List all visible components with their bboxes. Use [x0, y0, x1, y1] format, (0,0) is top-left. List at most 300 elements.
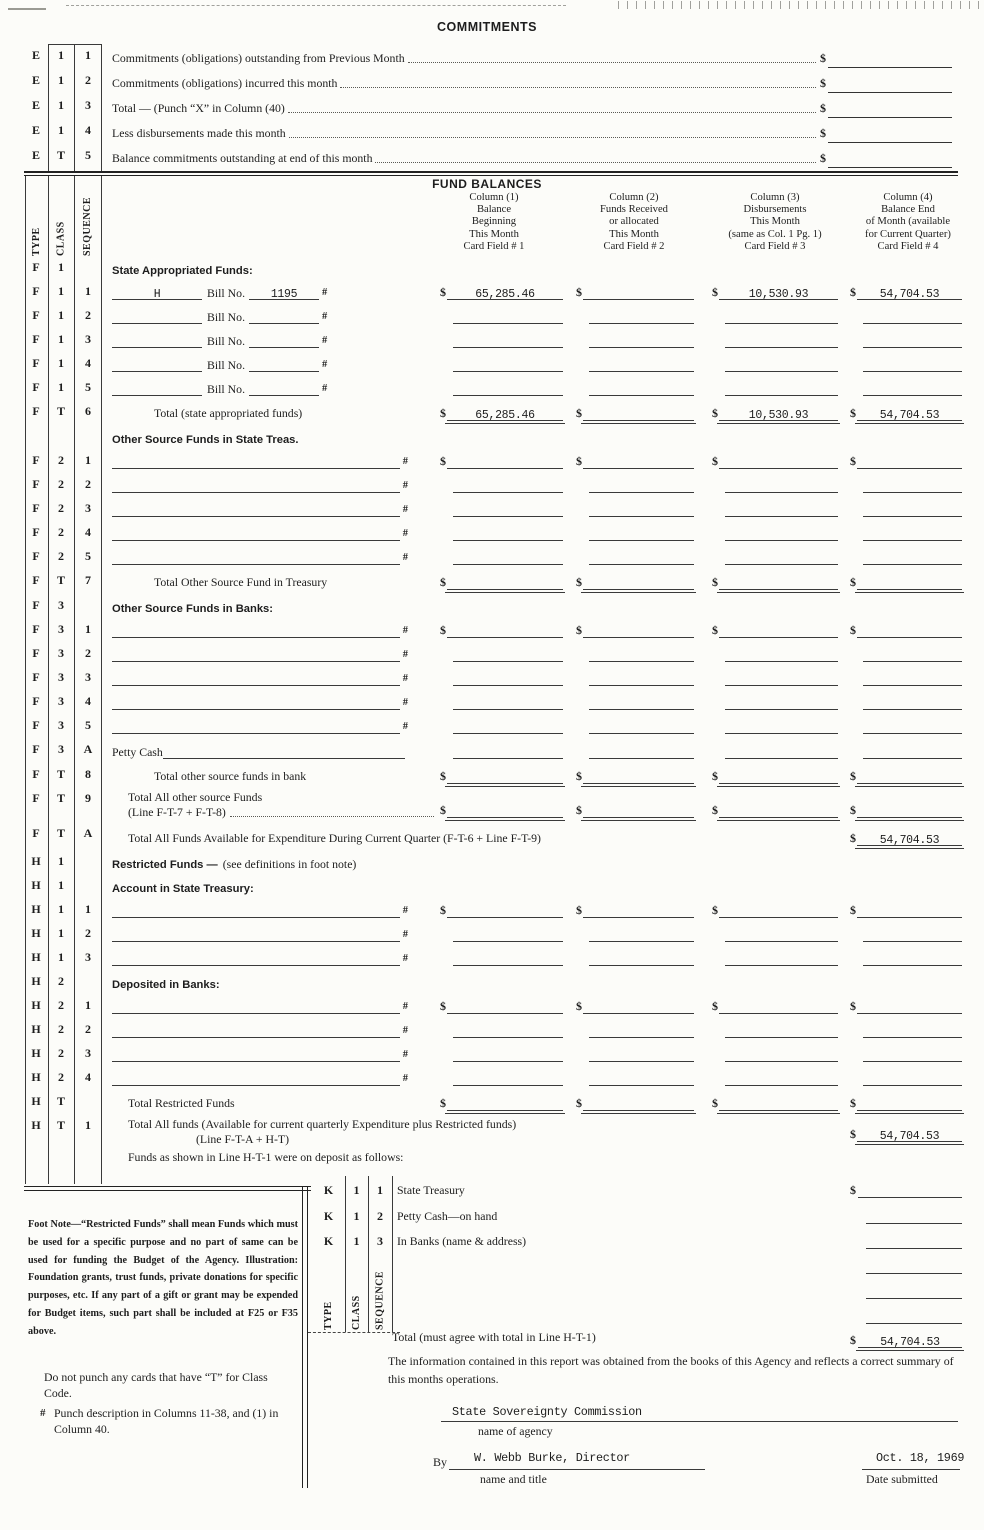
fill-line — [112, 335, 202, 348]
sequence-code: 1 — [85, 1118, 91, 1132]
type-code: F — [32, 477, 40, 491]
fund-balances-title: FUND BALANCES — [432, 177, 542, 191]
amount-line — [719, 904, 838, 918]
row-label: Funds as shown in Line H-T-1 were on deposit as follows: — [128, 1150, 404, 1164]
sequence-code — [76, 594, 100, 618]
section-heading: State Appropriated Funds: — [112, 265, 253, 277]
amount-cell — [440, 328, 563, 352]
class-code: 1 — [58, 123, 64, 137]
agency-name-line — [441, 1421, 958, 1422]
fund-row — [0, 304, 984, 328]
axis-label-text: SEQUENCE — [374, 1270, 386, 1330]
dollar-sign: $ — [850, 769, 856, 783]
axis-label-text: CLASS — [55, 221, 67, 256]
fill-line — [112, 1025, 400, 1038]
amount-cell — [850, 1066, 962, 1090]
sequence-code: 4 — [85, 694, 91, 708]
type-code: F — [32, 622, 40, 636]
commitments-title: COMMITMENTS — [437, 20, 537, 34]
fund-row — [0, 594, 984, 618]
amount-cell — [850, 497, 962, 521]
amount-line — [447, 624, 563, 638]
sequence-code: 3 — [85, 950, 91, 964]
amount-cell — [850, 898, 962, 922]
amount-cell — [820, 93, 952, 118]
class-code: 1 — [58, 854, 64, 868]
k-total-label: Total (must agree with total in Line H-T-1) — [392, 1330, 596, 1344]
class-code: 1 — [58, 902, 64, 916]
sequence-code: 1 — [85, 453, 91, 467]
commitment-row — [0, 143, 984, 168]
column-header-line: Balance — [476, 204, 512, 216]
amount-cell — [440, 946, 563, 970]
typed-amount: 65,285.46 — [475, 409, 535, 422]
sequence-code: 1 — [377, 1183, 383, 1197]
dollar-sign: $ — [576, 285, 582, 299]
amount-line — [857, 1128, 962, 1142]
axis-label-class — [48, 206, 74, 256]
hash-mark: # — [402, 625, 408, 636]
class-code: 1 — [58, 878, 64, 892]
fill-line — [112, 456, 400, 469]
amount-cell — [440, 545, 563, 569]
axis-label-text: TYPE — [323, 1301, 334, 1330]
type-code: H — [31, 1046, 41, 1060]
class-code: T — [56, 791, 65, 805]
row-description — [112, 497, 408, 521]
amount-line — [453, 551, 563, 565]
amount-cell — [712, 822, 838, 850]
amount-line — [447, 576, 563, 590]
commitment-row — [0, 118, 984, 143]
class-code: 2 — [58, 501, 64, 515]
fund-row — [0, 497, 984, 521]
amount-cell — [440, 922, 563, 946]
bill-no-label: Bill No. — [207, 334, 246, 348]
certification-text: The information contained in this report was obtained from the books of this Agency and reflects a correct summary of this months operations. — [388, 1354, 954, 1386]
hash-marker: # — [40, 1407, 46, 1419]
row-description — [112, 280, 348, 304]
signer-caption: name and title — [480, 1472, 547, 1486]
amount-line — [583, 804, 694, 818]
sequence-code: 4 — [85, 525, 91, 539]
amount-line — [725, 1024, 838, 1038]
amount-cell — [576, 1042, 694, 1066]
amount-line — [857, 624, 962, 638]
fund-row — [0, 256, 984, 280]
column-header-line: Funds Received — [600, 204, 668, 216]
type-code: F — [32, 501, 40, 515]
row-description — [112, 922, 408, 946]
amount-cell — [850, 1018, 962, 1042]
axis-label-text: CLASS — [351, 1295, 362, 1330]
amount-line — [583, 1000, 694, 1014]
row-description — [112, 521, 408, 545]
type-code: F — [32, 791, 40, 805]
fund-row — [0, 642, 984, 666]
amount-line — [866, 1323, 962, 1324]
by-label: By — [433, 1455, 448, 1469]
axis-label-text: SEQUENCE — [82, 196, 93, 256]
amount-cell — [576, 280, 694, 304]
dollar-sign: $ — [712, 999, 718, 1013]
amount-line — [453, 334, 563, 348]
typed-amount: 54,704.53 — [879, 409, 940, 422]
class-code: 2 — [58, 974, 64, 988]
dollar-sign: $ — [576, 903, 582, 917]
type-code: F — [32, 718, 40, 732]
class-code: 1 — [58, 950, 64, 964]
amount-line — [858, 1197, 962, 1198]
row-description — [112, 618, 408, 642]
fill-line — [249, 335, 319, 348]
dollar-sign: $ — [576, 769, 582, 783]
amount-line — [863, 382, 962, 396]
dollar-sign: $ — [440, 803, 446, 817]
amount-cell — [850, 738, 962, 763]
amount-line — [583, 770, 694, 784]
amount-cell — [576, 569, 694, 594]
typed-amount: 54,704.53 — [879, 1130, 940, 1143]
hash-mark: # — [402, 929, 408, 940]
date-typed: Oct. 18, 1969 — [876, 1451, 965, 1465]
type-code: H — [31, 926, 41, 940]
row-description — [112, 545, 408, 569]
hash-mark: # — [402, 649, 408, 660]
dollar-sign: $ — [850, 1127, 856, 1141]
amount-cell — [576, 994, 694, 1018]
amount-cell — [576, 898, 694, 922]
sequence-code: 1 — [85, 284, 91, 298]
dollar-sign: $ — [576, 999, 582, 1013]
row-description — [112, 1090, 438, 1115]
fund-row — [0, 1090, 984, 1115]
amount-line — [589, 358, 694, 372]
fund-row — [0, 1066, 984, 1090]
amount-cell — [576, 946, 694, 970]
fund-row — [0, 1115, 984, 1149]
punch-note-2-text: Punch description in Columns 11-38, and (1) in Column 40. — [54, 1406, 279, 1436]
amount-cell — [440, 1066, 563, 1090]
amount-cell — [440, 642, 563, 666]
axis-label-text: TYPE — [31, 227, 42, 256]
amount-line — [589, 745, 694, 759]
fund-row — [0, 473, 984, 497]
amount-line — [453, 1072, 563, 1086]
row-description — [112, 1042, 408, 1066]
dollar-sign: $ — [576, 623, 582, 637]
amount-line — [863, 745, 962, 759]
type-code: F — [32, 767, 40, 781]
amount-line — [857, 904, 962, 918]
amount-line — [453, 382, 563, 396]
amount-cell — [576, 521, 694, 545]
amount-line — [725, 503, 838, 517]
amount-line — [453, 310, 563, 324]
section-divider-rule — [24, 171, 958, 176]
fund-row — [0, 970, 984, 994]
amount-cell — [850, 376, 962, 400]
amount-line — [589, 928, 694, 942]
fill-line — [249, 359, 319, 372]
sequence-code: 3 — [85, 1046, 91, 1060]
fill-line — [112, 697, 400, 710]
amount-cell — [440, 822, 563, 850]
amount-cell — [850, 1202, 962, 1224]
amount-cell — [440, 1018, 563, 1042]
dollar-sign: $ — [820, 51, 826, 65]
type-code: F — [32, 598, 40, 612]
fund-row — [0, 690, 984, 714]
amount-line — [719, 1097, 838, 1111]
column-header-line: Column (3) — [750, 192, 800, 203]
row-label: Petty Cash—on hand — [397, 1209, 498, 1223]
typed-amount: 10,530.93 — [748, 288, 809, 301]
row-label-text: (Line F-T-A + H-T) — [196, 1132, 290, 1146]
column-header-line: Card Field # 4 — [877, 240, 939, 252]
amount-cell — [712, 788, 838, 822]
type-code: K — [323, 1183, 334, 1197]
amount-line — [719, 804, 838, 818]
amount-line — [866, 1223, 962, 1224]
amount-line — [453, 928, 563, 942]
hash-mark: # — [402, 697, 408, 708]
amount-cell — [850, 1090, 962, 1115]
column-header — [700, 192, 850, 253]
amount-line — [725, 672, 838, 686]
amount-cell — [440, 666, 563, 690]
dollar-sign: $ — [440, 903, 446, 917]
amount-line — [447, 770, 563, 784]
amount-cell — [576, 1115, 694, 1149]
amount-line — [863, 1048, 962, 1062]
amount-line — [589, 720, 694, 734]
column-header-line: This Month — [609, 228, 659, 240]
amount-cell — [712, 618, 838, 642]
amount-line — [447, 1097, 563, 1111]
section-heading: Account in State Treasury: — [112, 883, 254, 895]
amount-line — [857, 1097, 962, 1111]
amount-cell — [576, 1066, 694, 1090]
dollar-sign: $ — [850, 406, 856, 420]
amount-line — [863, 358, 962, 372]
amount-line — [589, 310, 694, 324]
column-header-line: for Current Quarter) — [865, 228, 951, 240]
amount-line — [453, 952, 563, 966]
amount-cell — [576, 304, 694, 328]
amount-cell — [850, 569, 962, 594]
dotted-leader — [408, 62, 816, 63]
amount-cell — [440, 618, 563, 642]
column-header-line: Column (1) — [469, 192, 519, 203]
hash-mark: # — [402, 552, 408, 563]
class-code: 1 — [58, 73, 64, 87]
amount-cell — [440, 690, 563, 714]
amount-cell — [712, 1066, 838, 1090]
amount-cell — [850, 1252, 962, 1274]
fund-row — [0, 666, 984, 690]
fill-line — [112, 383, 202, 396]
fund-row — [0, 425, 984, 449]
class-code: T — [56, 767, 65, 781]
class-code: 2 — [58, 549, 64, 563]
typed-amount: 65,285.46 — [475, 288, 535, 301]
sequence-code: A — [83, 826, 93, 840]
amount-cell — [850, 521, 962, 545]
dollar-sign: $ — [440, 454, 446, 468]
amount-cell — [850, 1277, 962, 1299]
sequence-code: 2 — [85, 926, 91, 940]
amount-line — [453, 503, 563, 517]
amount-line — [857, 804, 962, 818]
fill-line — [112, 504, 400, 517]
column-header-line: Card Field # 2 — [603, 240, 665, 252]
amount-line — [447, 407, 563, 421]
dotted-leader — [289, 137, 816, 138]
axis-label-class — [345, 1280, 368, 1330]
amount-cell — [712, 400, 838, 425]
type-code: H — [31, 1094, 41, 1108]
fill-line — [112, 673, 400, 686]
amount-line — [725, 648, 838, 662]
commitment-text — [112, 68, 818, 93]
amount-line — [725, 952, 838, 966]
hash-mark: # — [322, 311, 328, 322]
class-code: 2 — [58, 1022, 64, 1036]
hash-mark: # — [402, 1073, 408, 1084]
amount-cell — [850, 1176, 962, 1198]
row-label-text: (Line F-T-7 + F-T-8) — [128, 805, 226, 819]
sequence-code: 2 — [85, 73, 91, 87]
sequence-code — [76, 256, 100, 280]
sequence-code: 5 — [85, 549, 91, 563]
amount-line — [725, 310, 838, 324]
fund-row — [0, 280, 984, 304]
sequence-code: 4 — [85, 1070, 91, 1084]
fund-row — [0, 328, 984, 352]
amount-cell — [850, 1115, 962, 1149]
amount-line — [589, 1048, 694, 1062]
amount-line — [589, 382, 694, 396]
amount-cell — [576, 690, 694, 714]
column-header-line: Balance End — [881, 204, 935, 216]
fill-line — [249, 286, 319, 300]
hash-mark: # — [402, 1025, 408, 1036]
amount-cell — [576, 473, 694, 497]
amount-line — [863, 952, 962, 966]
class-code: 2 — [58, 477, 64, 491]
hash-mark: # — [402, 456, 408, 467]
amount-cell — [850, 642, 962, 666]
amount-line — [589, 479, 694, 493]
amount-line — [858, 1334, 962, 1348]
row-description — [112, 400, 438, 425]
sequence-code: 3 — [85, 332, 91, 346]
punch-note-2 — [40, 1406, 300, 1437]
sequence-code: 3 — [85, 98, 91, 112]
amount-line — [453, 745, 563, 759]
amount-line — [725, 551, 838, 565]
fill-line — [249, 383, 319, 396]
amount-line — [857, 1000, 962, 1014]
row-label: Less disbursements made this month — [112, 126, 286, 140]
fund-row — [0, 376, 984, 400]
type-code: E — [31, 73, 40, 87]
dollar-sign: $ — [712, 1096, 718, 1110]
amount-cell — [576, 822, 694, 850]
class-code: T — [56, 1118, 65, 1132]
section-heading-suffix: (see definitions in foot note) — [222, 856, 357, 871]
type-code: F — [32, 380, 40, 394]
row-label-stack — [112, 790, 438, 822]
amount-cell — [850, 666, 962, 690]
fund-row — [0, 822, 984, 850]
typed-amount: 10,530.93 — [748, 409, 809, 422]
amount-line — [589, 648, 694, 662]
typed-amount: 54,704.53 — [879, 834, 940, 847]
fund-row — [0, 1149, 984, 1169]
type-code: F — [32, 332, 40, 346]
class-code: 3 — [58, 598, 64, 612]
amount-line — [583, 624, 694, 638]
amount-cell — [820, 118, 952, 143]
dollar-sign: $ — [440, 999, 446, 1013]
amount-line — [589, 527, 694, 541]
amount-line — [589, 952, 694, 966]
type-code: H — [31, 1118, 41, 1132]
dollar-sign: $ — [850, 623, 856, 637]
class-code — [49, 425, 73, 449]
dollar-sign: $ — [850, 575, 856, 589]
dollar-sign: $ — [850, 1096, 856, 1110]
sequence-code: 5 — [85, 380, 91, 394]
amount-line — [863, 672, 962, 686]
amount-cell — [712, 1018, 838, 1042]
amount-line — [589, 1072, 694, 1086]
class-code: 2 — [58, 1046, 64, 1060]
amount-line — [863, 648, 962, 662]
sequence-code: 3 — [377, 1234, 383, 1248]
sequence-code — [76, 425, 100, 449]
fund-row — [0, 1018, 984, 1042]
row-label: Total All Funds Available for Expenditure During Current Quarter (F-T-6 + Line F-T-9) — [128, 831, 541, 845]
amount-cell — [820, 143, 952, 168]
amount-cell — [850, 618, 962, 642]
amount-cell — [712, 352, 838, 376]
amount-line — [589, 672, 694, 686]
amount-line — [583, 904, 694, 918]
amount-line — [863, 1024, 962, 1038]
fill-line — [112, 286, 202, 300]
amount-cell — [440, 738, 563, 763]
amount-cell — [712, 521, 838, 545]
amount-cell — [576, 376, 694, 400]
dollar-sign: $ — [820, 76, 826, 90]
amount-cell — [850, 328, 962, 352]
hash-mark: # — [402, 905, 408, 916]
amount-line — [863, 551, 962, 565]
section-heading: Deposited in Banks: — [112, 979, 220, 991]
column-header-line: Card Field # 3 — [744, 240, 806, 252]
class-code: 1 — [58, 380, 64, 394]
row-label: Total (state appropriated funds) — [154, 406, 303, 420]
commitments-rows — [0, 43, 984, 168]
row-description — [112, 425, 438, 449]
amount-cell — [576, 328, 694, 352]
row-description — [112, 569, 438, 594]
amount-line — [725, 382, 838, 396]
class-code: 3 — [58, 622, 64, 636]
